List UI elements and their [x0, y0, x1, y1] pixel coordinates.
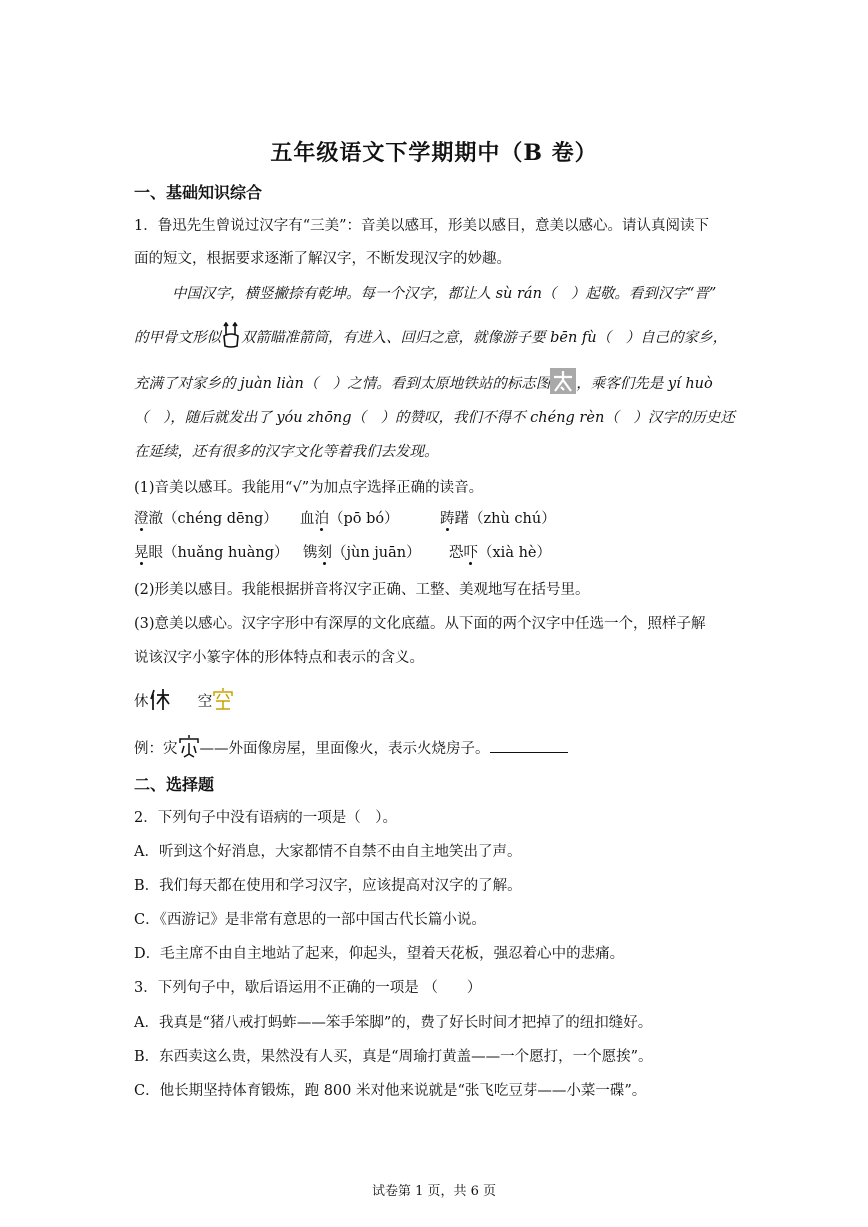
question-3-option-c: C．他长期坚持体育锻炼，跑 800 米对他来说就是“张飞吃豆芽——小菜一碟”。	[134, 1083, 647, 1099]
passage-line-5: 在延续，还有很多的汉字文化等着我们去发现。	[134, 444, 439, 460]
question-1-line-1: 1．鲁迅先生曾说过汉字有“三美”：音美以感耳，形美以感目，意美以感心。请认真阅读下	[134, 218, 710, 234]
example-prefix: 例：灾	[134, 741, 178, 757]
sub-question-3-line-1: (3)意美以感心。汉字字形中有深厚的文化底蕴。从下面的两个汉字中任选一个，照样子解	[134, 616, 706, 632]
pronunciation-item: 晃眼（huǎng huàng）	[134, 545, 289, 561]
passage-line-2-start: 的甲骨文形似	[134, 330, 221, 346]
pronunciation-item: 血泊（pō bó）	[300, 511, 399, 527]
section-heading-multiple-choice: 二、选择题	[134, 775, 215, 794]
passage-line-2	[134, 322, 744, 354]
char-xiu: 休	[134, 694, 149, 710]
seal-script-choices	[134, 687, 744, 717]
example-explanation: ——外面像房屋，里面像火，表示火烧房子。	[199, 741, 490, 757]
seal-script-xiu-glyph	[149, 687, 171, 717]
sub-question-2: (2)形美以感目。我能根据拼音将汉字正确、工整、美观地写在括号里。	[134, 582, 590, 598]
question-2-option-b: B．我们每天都在使用和学习汉字，应该提高对汉字的了解。	[134, 878, 522, 894]
seal-script-kong-glyph	[212, 687, 234, 717]
pronunciation-item: 踌躇（zhù chú）	[440, 511, 556, 527]
sub-question-3-line-2: 说该汉字小篆字体的形体特点和表示的含义。	[134, 650, 424, 666]
page-title: 五年级语文下学期期中（B 卷）	[270, 140, 598, 166]
question-3-stem: 3．下列句子中，歇后语运用不正确的一项是 （ ）	[134, 980, 482, 996]
question-2-option-d: D．毛主席不由自主地站了起来，仰起头，望着天花板，强忍着心中的悲痛。	[134, 946, 625, 962]
char-kong: 空	[197, 694, 213, 710]
seal-script-zai-glyph	[178, 734, 200, 764]
question-1-line-2: 面的短文，根据要求逐渐了解汉字，不断发现汉字的妙趣。	[134, 251, 511, 267]
question-2-option-a: A．听到这个好消息，大家都情不自禁不由自主地笑出了声。	[134, 844, 522, 860]
pronunciation-item: 澄澈（chéng dēng）	[134, 511, 278, 527]
passage-line-3	[134, 368, 744, 400]
page-footer: 试卷第 1 页，共 6 页	[371, 1184, 497, 1199]
passage-line-4: （ ），随后就发出了 yóu zhōng（ ）的赞叹，我们不得不 chéng rèn（ ）汉字的历史还	[134, 410, 735, 426]
pronunciation-item: 恐吓（xià hè）	[449, 545, 551, 561]
sub-question-1: (1)音美以感耳。我能用“√”为加点字选择正确的读音。	[134, 480, 484, 496]
section-heading-basic-knowledge: 一、基础知识综合	[134, 183, 263, 202]
seal-script-example	[134, 734, 744, 764]
question-2-option-c: C．《西游记》是非常有意思的一部中国古代长篇小说。	[134, 912, 486, 928]
oracle-bone-jin-glyph	[221, 322, 241, 354]
passage-line-1: 中国汉字，横竖撇捺有乾坤。每一个汉字，都让人 sù rán（ ）起敬。看到汉字“晋”	[172, 286, 717, 302]
passage-line-3-start: 充满了对家乡的 juàn liàn（ ）之情。看到太原地铁站的标志图	[134, 376, 551, 392]
question-3-option-a: A．我真是“猪八戒打蚂蚱——笨手笨脚”的，费了好长时间才把掉了的纽扣缝好。	[134, 1015, 653, 1031]
pronunciation-item: 镌刻（jùn juān）	[303, 545, 421, 561]
taiyuan-metro-logo-icon	[550, 368, 576, 400]
passage-line-3-end: ，乘客们先是 yí huò	[576, 376, 713, 392]
answer-blank[interactable]	[490, 738, 568, 753]
question-3-option-b: B．东西卖这么贵，果然没有人买，真是“周瑜打黄盖——一个愿打，一个愿挨”。	[134, 1049, 653, 1065]
passage-line-2-end: 双箭瞄准箭筒，有进入、回归之意，就像游子要 bēn fù（ ）自己的家乡，	[241, 330, 728, 346]
question-2-stem: 2．下列句子中没有语病的一项是（ ）。	[134, 810, 397, 826]
